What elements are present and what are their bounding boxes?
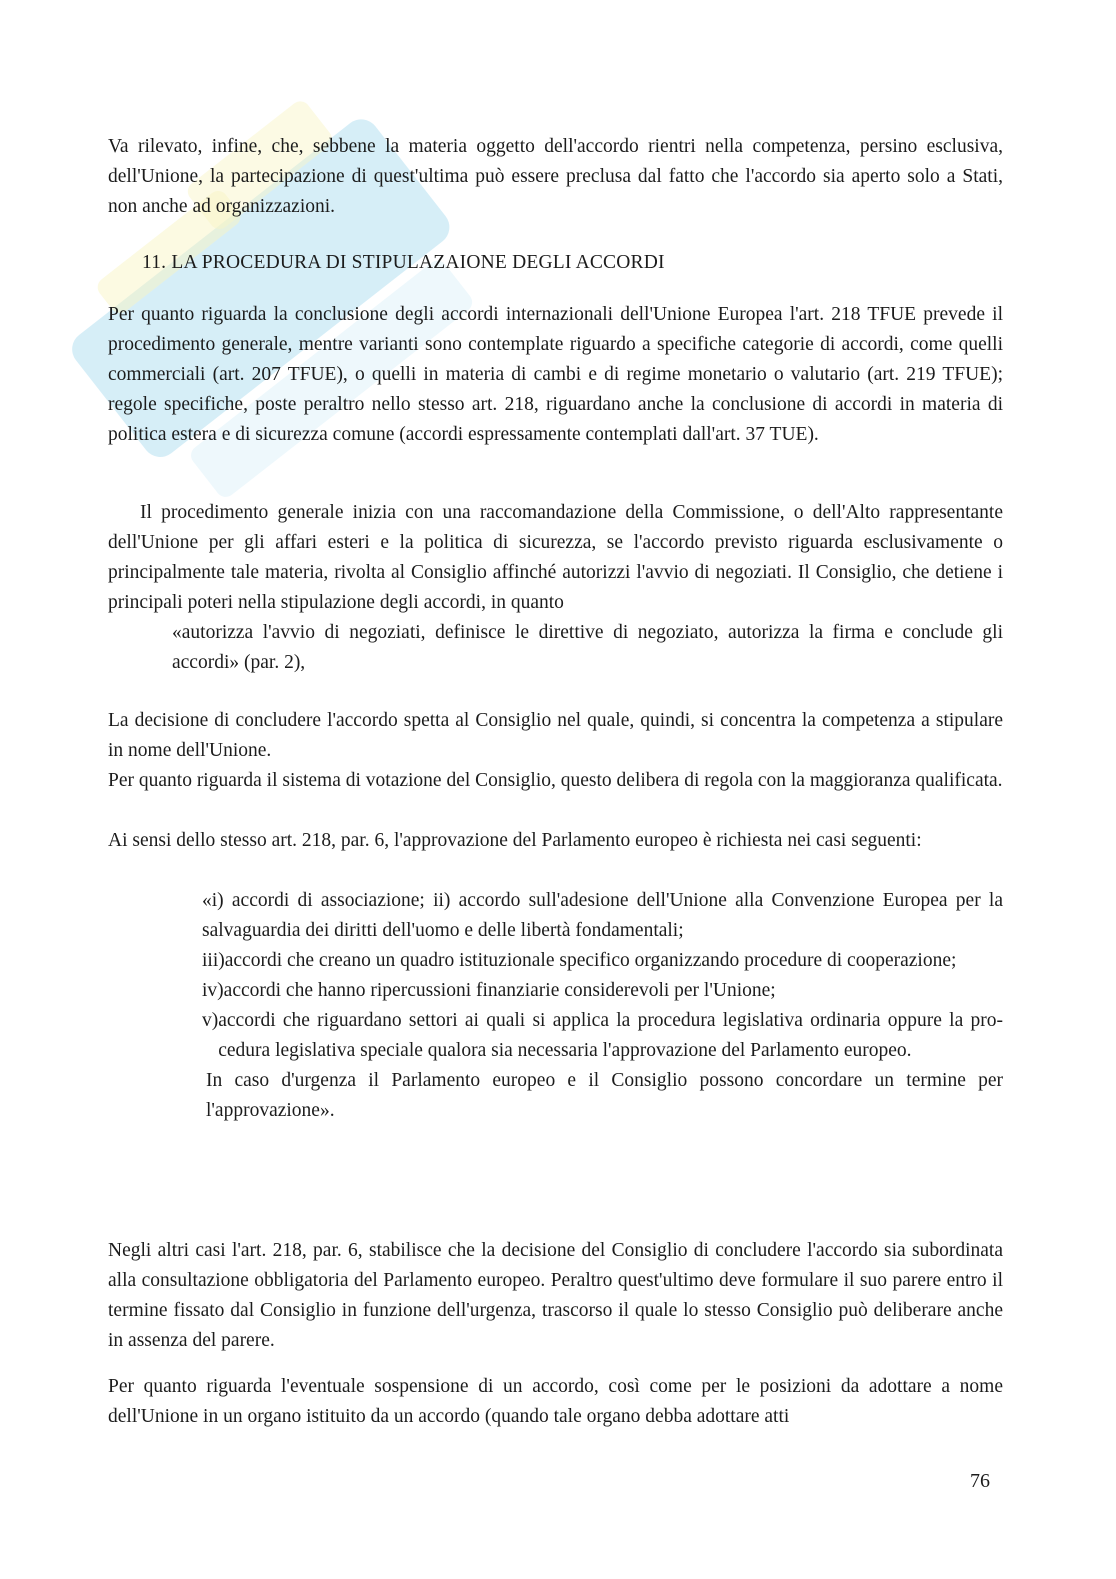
list-item: [202, 946, 1003, 976]
paragraph-suspension: Per quanto riguarda l'eventuale sospensione di un accordo, così come per le posizioni da adottare a nome dell'Unione in un organo istituito da un accordo (quando tale organo debba adottare atti: [108, 1376, 1003, 1427]
section-heading: 11. LA PROCEDURA DI STIPULAZAIONE DEGLI ACCORDI: [142, 252, 665, 273]
paragraph-approval: Ai sensi dello stesso art. 218, par. 6, l'approvazione del Parlamento europeo è richiesta nei casi seguenti:: [108, 830, 922, 851]
paragraph-decision: La decisione di concludere l'accordo spetta al Consiglio nel quale, quindi, si concentra la competenza a stipulare in nome dell'Unione.: [108, 710, 1003, 761]
quote-council-powers: «autorizza l'avvio di negoziati, definisce le direttive di negoziato, autorizza la firma e conclude gli accordi» (par. 2),: [172, 622, 1003, 673]
list-item: [202, 1006, 1003, 1066]
list-item-number: iv): [202, 980, 224, 1001]
list-item: [202, 976, 1003, 1006]
list-item-i-ii: «i) accordi di associazione; ii) accordo sull'adesione dell'Unione alla Convenzione Europea per la salvaguardia dei diritti dell'uomo e delle libertà fondamentali;: [202, 890, 1003, 941]
list-item-text: accordi che riguardano settori ai quali si applica la procedura legislativa ordinaria oppure la pro-cedura legislativa speciale qualora sia necessaria l'approvazione del Parlamento europeo.: [218, 1010, 1003, 1061]
paragraph-consultation: Negli altri casi l'art. 218, par. 6, stabilisce che la decisione del Consiglio di concludere l'accordo sia subordinata alla consultazione obbligatoria del Parlamento europeo. Peraltro quest'ultimo deve formulare il suo parere entro il termine fissato dal Consiglio in funzione dell'urgenza, trascorso il quale lo stesso Consiglio può deliberare anche in assenza del parere.: [108, 1240, 1003, 1351]
list-closing: In caso d'urgenza il Parlamento europeo e il Consiglio possono concordare un termine per l'approvazione».: [206, 1070, 1003, 1121]
list-item-number: v): [202, 1010, 219, 1031]
paragraph-general-procedure: Il procedimento generale inizia con una raccomandazione della Commissione, o dell'Alto rappresentante dell'Unione per gli affari esteri e la politica di sicurezza, se l'accordo previsto riguarda esclusivamente o principalmente tale materia, rivolta al Consiglio affinché autorizzi l'avvio di negoziati. Il Consiglio, che detiene i principali poteri nella stipulazione degli accordi, in quanto: [108, 502, 1003, 613]
page-number: 76: [970, 1470, 990, 1492]
list-item-text: accordi che creano un quadro istituzionale specifico organizzando procedure di cooperazione;: [224, 950, 957, 971]
paragraph-voting: Per quanto riguarda il sistema di votazione del Consiglio, questo delibera di regola con la maggioranza qualificata.: [108, 770, 1003, 791]
list-item-text: accordi che hanno ripercussioni finanziarie considerevoli per l'Unione;: [223, 980, 776, 1001]
approval-case-list: [202, 886, 1003, 1126]
paragraph-procedure: Per quanto riguarda la conclusione degli accordi internazionali dell'Unione Europea l'art. 218 TFUE prevede il procedimento generale, mentre varianti sono contemplate riguardo a specifiche categorie di accordi, come quelli commerciali (art. 207 TFUE), o quelli in materia di cambi e di regime monetario o valutario (art. 219 TFUE); regole specifiche, poste peraltro nello stesso art. 218, riguardano anche la conclusione di accordi in materia di politica estera e di sicurezza comune (accordi espressamente contemplati dall'art. 37 TUE).: [108, 304, 1003, 445]
paragraph-intro: Va rilevato, infine, che, sebbene la materia oggetto dell'accordo rientri nella competenza, persino esclusiva, dell'Unione, la partecipazione di quest'ultima può essere preclusa dal fatto che l'accordo sia aperto solo a Stati, non anche ad organizzazioni.: [108, 136, 1003, 217]
list-item-number: iii): [202, 950, 225, 971]
